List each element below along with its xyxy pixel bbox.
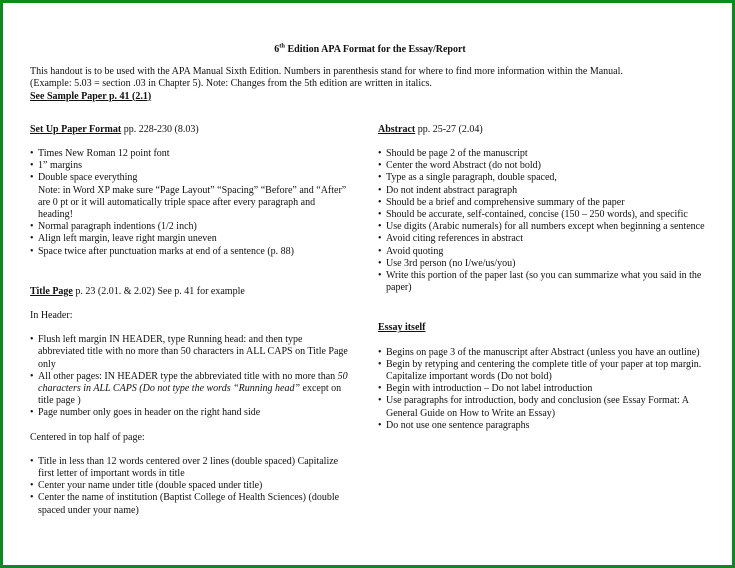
list-item: • Use paragraphs for introduction, body and conclusion (see Essay Format: A General Guide on How to Write an Essay) — [378, 395, 689, 419]
list-item: • Begin with introduction – Do not label introduction — [378, 383, 593, 395]
centered-list — [30, 456, 350, 517]
in-header-label: In Header: — [30, 310, 73, 322]
list-item: • Flush left margin IN HEADER, type Running head: and then type abbreviated title with no more than 50 characters in ALL CAPS on Title Page only — [30, 334, 348, 370]
list-item: • 1” margins — [30, 160, 82, 172]
setup-heading: Set Up Paper Format pp. 228-230 (8.03) — [30, 123, 199, 135]
list-item: • Do not indent abstract paragraph — [378, 184, 518, 196]
list-item: • Use digits (Arabic numerals) for all numbers except when beginning a sentence — [378, 221, 705, 233]
intro-line-1: This handout is to be used with the APA Manual Sixth Edition. Numbers in parenthesis stand for where to find more information within the Manual. — [30, 66, 623, 78]
word-note: Note: in Word XP make sure “Page Layout” “Spacing” “Before” and “After” are 0 pt or it will automatically triple space after every paragraph and heading! — [38, 184, 347, 221]
intro — [30, 66, 710, 103]
list-item: • Center your name under title (double spaced under title) — [30, 480, 263, 492]
list-item: • Double space everything Note: in Word XP make sure “Page Layout” “Spacing” “Before” and “After” are 0 pt or it will automatically triple space after every paragraph and heading! — [30, 172, 350, 221]
list-item: • Do not use one sentence paragraphs — [378, 419, 530, 431]
list-item: • Type as a single paragraph, double spaced, — [378, 172, 557, 184]
list-item: • Page number only goes in header on the right hand side — [30, 407, 261, 419]
list-item: • Should be page 2 of the manuscript — [378, 148, 528, 160]
abstract-list — [378, 148, 708, 294]
list-item: • Center the name of institution (Baptist College of Health Sciences) (double spaced under your name) — [30, 492, 340, 516]
left-column — [30, 124, 350, 517]
list-item: • Space twice after punctuation marks at end of a sentence (p. 88) — [30, 245, 295, 257]
list-item: • Times New Roman 12 point font — [30, 148, 170, 160]
list-item: • Avoid citing references in abstract — [378, 233, 523, 245]
centered-label: Centered in top half of page: — [30, 431, 145, 443]
list-item: • Begins on page 3 of the manuscript after Abstract (unless you have an outline) — [378, 346, 700, 358]
list-item: • Align left margin, leave right margin uneven — [30, 233, 217, 245]
list-item: • Should be accurate, self-contained, concise (150 – 250 words), and specific — [378, 209, 688, 221]
list-item: • Center the word Abstract (do not bold) — [378, 160, 541, 172]
list-item: • Use 3rd person (no I/we/us/you) — [378, 257, 516, 269]
list-item: • Write this portion of the paper last (so you can summarize what you said in the paper) — [378, 270, 702, 294]
list-item: • Title in less than 12 words centered over 2 lines (double spaced) Capitalize first letter of important words in title — [30, 455, 339, 480]
sample-paper-link: See Sample Paper p. 41 (2.1) — [30, 90, 152, 102]
list-item: • All other pages: IN HEADER type the abbreviated title with no more than 50 characters in ALL CAPS (Do not type the words “Running head” except on title page ) — [30, 370, 348, 407]
document-page — [30, 42, 710, 516]
setup-list — [30, 148, 350, 258]
title-page-heading: Title Page p. 23 (2.01. & 2.02) See p. 41 for example — [30, 285, 245, 297]
list-item: • Begin by retyping and centering the complete title of your paper at top margin. Capitalize important words (Do not bold) — [378, 358, 702, 383]
header-list — [30, 334, 350, 419]
essay-heading: Essay itself — [378, 322, 426, 334]
right-column — [378, 124, 708, 432]
list-item: • Avoid quoting — [378, 245, 444, 257]
abstract-heading: Abstract pp. 25-27 (2.04) — [378, 123, 483, 135]
list-item: • Normal paragraph indentions (1/2 inch) — [30, 221, 197, 233]
intro-line-2: (Example: 5.03 = section .03 in Chapter 5). Note: Changes from the 5th edition are written in italics. — [30, 78, 432, 90]
document-title: 6th Edition APA Format for the Essay/Report — [274, 42, 466, 55]
essay-list — [378, 347, 708, 432]
list-item: • Should be a brief and comprehensive summary of the paper — [378, 196, 625, 208]
